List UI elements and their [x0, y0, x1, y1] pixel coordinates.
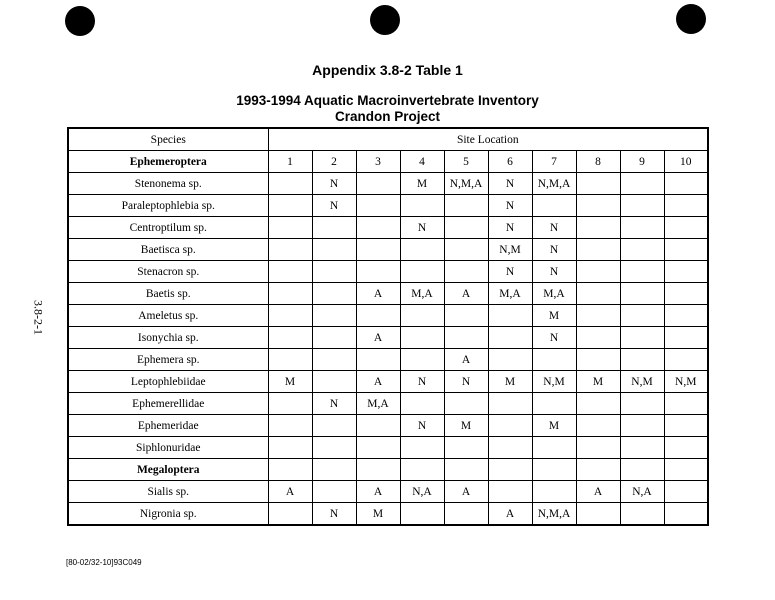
table-cell: N	[400, 217, 444, 239]
species-name: Baetis sp.	[68, 283, 268, 305]
table-cell: N,A	[400, 481, 444, 503]
table-cell	[532, 459, 576, 481]
table-cell: A	[576, 481, 620, 503]
table-row	[68, 437, 708, 459]
species-name: Nigronia sp.	[68, 503, 268, 526]
table-cell	[620, 261, 664, 283]
table-cell	[488, 481, 532, 503]
table-cell	[488, 459, 532, 481]
table-cell	[356, 459, 400, 481]
table-cell: M	[444, 415, 488, 437]
table-cell	[356, 173, 400, 195]
table-cell: N	[488, 217, 532, 239]
table-cell	[268, 437, 312, 459]
table-cell: N	[400, 371, 444, 393]
table-cell: M	[532, 305, 576, 327]
table-cell	[312, 283, 356, 305]
table-title-line-2: Crandon Project	[334, 109, 440, 124]
table-cell: N	[488, 261, 532, 283]
species-name: Leptophlebiidae	[68, 371, 268, 393]
table-cell: M	[356, 503, 400, 526]
table-cell: M	[400, 173, 444, 195]
table-cell	[488, 349, 532, 371]
group-name: Ephemeroptera	[68, 151, 268, 173]
table-row	[68, 239, 708, 261]
table-cell: N	[532, 327, 576, 349]
table-cell	[620, 173, 664, 195]
table-row	[68, 173, 708, 195]
table-cell	[400, 327, 444, 349]
table-cell	[268, 261, 312, 283]
table-cell	[356, 305, 400, 327]
table-cell	[664, 437, 708, 459]
macroinvertebrate-table	[67, 127, 709, 526]
table-body	[68, 151, 708, 526]
table-cell	[664, 239, 708, 261]
site-number-header: 9	[620, 151, 664, 173]
table-cell: A	[356, 371, 400, 393]
table-cell	[400, 503, 444, 526]
table-row	[68, 283, 708, 305]
table-cell: A	[444, 349, 488, 371]
species-name: Sialis sp.	[68, 481, 268, 503]
table-cell: N	[532, 261, 576, 283]
table-cell	[268, 239, 312, 261]
species-name: Ephemera sp.	[68, 349, 268, 371]
table-cell	[312, 305, 356, 327]
table-cell	[312, 415, 356, 437]
table-cell	[576, 393, 620, 415]
table-cell	[532, 393, 576, 415]
table-cell	[532, 481, 576, 503]
table-cell	[356, 415, 400, 437]
table-cell	[268, 173, 312, 195]
table-cell	[664, 459, 708, 481]
table-cell	[576, 261, 620, 283]
table-cell	[664, 481, 708, 503]
table-cell	[268, 415, 312, 437]
table-cell	[576, 173, 620, 195]
table-row	[68, 371, 708, 393]
table-cell	[356, 349, 400, 371]
table-cell	[488, 305, 532, 327]
appendix-title: Appendix 3.8-2 Table 1	[312, 62, 463, 78]
table-cell: N	[312, 173, 356, 195]
table-cell	[620, 217, 664, 239]
table-cell	[444, 503, 488, 526]
table-cell	[620, 283, 664, 305]
site-number-header: 1	[268, 151, 312, 173]
table-title	[0, 93, 775, 125]
table-row	[68, 393, 708, 415]
table-cell	[488, 393, 532, 415]
table-cell: N	[532, 217, 576, 239]
table-cell	[620, 415, 664, 437]
table-cell	[664, 283, 708, 305]
binder-hole-left	[65, 6, 95, 36]
species-name: Siphlonuridae	[68, 437, 268, 459]
table-cell	[620, 503, 664, 526]
table-cell	[444, 195, 488, 217]
table-cell	[576, 305, 620, 327]
table-cell	[356, 217, 400, 239]
table-cell	[664, 349, 708, 371]
table-cell: N,M	[620, 371, 664, 393]
table-cell	[444, 437, 488, 459]
table-row	[68, 349, 708, 371]
binder-hole-middle	[370, 5, 400, 35]
species-header: Species	[68, 128, 268, 151]
table-cell	[312, 261, 356, 283]
table-cell	[620, 327, 664, 349]
table-cell: N	[444, 371, 488, 393]
table-row	[68, 261, 708, 283]
table-cell	[312, 349, 356, 371]
table-cell: N,M,A	[532, 503, 576, 526]
table-cell	[312, 459, 356, 481]
table-cell	[664, 327, 708, 349]
table-cell	[268, 393, 312, 415]
table-cell: N	[532, 239, 576, 261]
table-cell	[620, 239, 664, 261]
site-number-header: 6	[488, 151, 532, 173]
site-location-header: Site Location	[268, 128, 708, 151]
table-cell: M	[488, 371, 532, 393]
species-name: Ameletus sp.	[68, 305, 268, 327]
table-cell	[400, 349, 444, 371]
table-cell	[444, 239, 488, 261]
table-cell	[400, 195, 444, 217]
table-cell: A	[356, 327, 400, 349]
group-row-megaloptera	[68, 459, 708, 481]
table-cell	[664, 393, 708, 415]
table-row	[68, 217, 708, 239]
table-cell	[400, 459, 444, 481]
table-cell	[444, 459, 488, 481]
document-code: [80-02/32-10]93C049	[66, 558, 142, 567]
table-row	[68, 327, 708, 349]
table-cell	[664, 217, 708, 239]
table-cell: M	[576, 371, 620, 393]
table-cell	[576, 239, 620, 261]
table-cell	[664, 503, 708, 526]
table-cell	[312, 481, 356, 503]
table-cell	[444, 393, 488, 415]
table-cell	[312, 239, 356, 261]
table-cell: A	[444, 481, 488, 503]
table-cell	[400, 261, 444, 283]
table-cell	[576, 327, 620, 349]
species-name: Paraleptophlebia sp.	[68, 195, 268, 217]
table-row	[68, 415, 708, 437]
site-number-header: 2	[312, 151, 356, 173]
group-row-ephemeroptera	[68, 151, 708, 173]
table-cell	[532, 437, 576, 459]
table-cell	[312, 327, 356, 349]
table-cell: N	[400, 415, 444, 437]
table-cell: A	[356, 481, 400, 503]
species-name: Centroptilum sp.	[68, 217, 268, 239]
table-cell: M,A	[532, 283, 576, 305]
table-cell	[576, 349, 620, 371]
table-cell	[312, 217, 356, 239]
group-name: Megaloptera	[68, 459, 268, 481]
table-cell: N,M,A	[444, 173, 488, 195]
table-cell	[620, 437, 664, 459]
table-cell	[400, 305, 444, 327]
table-cell	[268, 305, 312, 327]
site-number-header: 8	[576, 151, 620, 173]
table-cell: N	[488, 173, 532, 195]
table-cell: N	[488, 195, 532, 217]
site-number-header: 10	[664, 151, 708, 173]
table-cell: N	[312, 503, 356, 526]
table-cell	[268, 349, 312, 371]
table-cell	[488, 327, 532, 349]
table-cell	[576, 283, 620, 305]
table-cell	[356, 239, 400, 261]
table-cell	[356, 195, 400, 217]
table-title-line-1: 1993-1994 Aquatic Macroinvertebrate Inventory	[236, 93, 539, 108]
table-cell	[576, 437, 620, 459]
table-row	[68, 195, 708, 217]
table-header-row	[68, 128, 708, 151]
table-cell	[400, 437, 444, 459]
species-name: Ephemeridae	[68, 415, 268, 437]
table-cell	[400, 393, 444, 415]
table-cell	[620, 459, 664, 481]
table-cell: N,M	[664, 371, 708, 393]
table-cell	[576, 503, 620, 526]
table-cell	[576, 415, 620, 437]
table-cell	[268, 327, 312, 349]
table-cell: M	[532, 415, 576, 437]
table-cell	[576, 195, 620, 217]
table-cell	[488, 437, 532, 459]
table-cell: N,A	[620, 481, 664, 503]
table-cell: N,M	[488, 239, 532, 261]
table-cell	[268, 195, 312, 217]
table-cell	[664, 261, 708, 283]
table-cell	[664, 415, 708, 437]
table-cell: M,A	[488, 283, 532, 305]
table-cell	[444, 327, 488, 349]
table-cell	[444, 261, 488, 283]
table-cell	[620, 305, 664, 327]
table-cell: A	[268, 481, 312, 503]
table-row	[68, 305, 708, 327]
table-cell	[312, 437, 356, 459]
table-row	[68, 481, 708, 503]
table-cell	[620, 195, 664, 217]
table-cell	[444, 305, 488, 327]
site-number-header: 4	[400, 151, 444, 173]
table-cell	[664, 195, 708, 217]
page-number-label: 3.8-2-1	[31, 300, 46, 335]
table-cell	[356, 261, 400, 283]
table-cell: M,A	[400, 283, 444, 305]
species-name: Baetisca sp.	[68, 239, 268, 261]
table-cell: A	[356, 283, 400, 305]
table-cell: N,M	[532, 371, 576, 393]
table-cell	[532, 195, 576, 217]
table-cell	[444, 217, 488, 239]
site-number-header: 7	[532, 151, 576, 173]
table-cell	[268, 217, 312, 239]
table-cell	[620, 349, 664, 371]
site-number-header: 5	[444, 151, 488, 173]
species-name: Stenacron sp.	[68, 261, 268, 283]
table-cell: N	[312, 393, 356, 415]
species-name: Stenonema sp.	[68, 173, 268, 195]
table-cell	[356, 437, 400, 459]
species-name: Isonychia sp.	[68, 327, 268, 349]
table-cell: A	[444, 283, 488, 305]
table-cell	[664, 173, 708, 195]
species-name: Ephemerellidae	[68, 393, 268, 415]
table-cell	[268, 459, 312, 481]
table-cell	[312, 371, 356, 393]
table-cell: M,A	[356, 393, 400, 415]
table-cell: M	[268, 371, 312, 393]
table-cell: N	[312, 195, 356, 217]
table-cell	[268, 283, 312, 305]
table-cell	[576, 459, 620, 481]
table-cell	[576, 217, 620, 239]
site-number-header: 3	[356, 151, 400, 173]
binder-hole-right	[676, 4, 706, 34]
table-cell	[268, 503, 312, 526]
table-cell: A	[488, 503, 532, 526]
table-cell	[400, 239, 444, 261]
table-cell	[488, 415, 532, 437]
table-cell	[620, 393, 664, 415]
table-row	[68, 503, 708, 526]
table-cell: N,M,A	[532, 173, 576, 195]
table-cell	[532, 349, 576, 371]
table-cell	[664, 305, 708, 327]
